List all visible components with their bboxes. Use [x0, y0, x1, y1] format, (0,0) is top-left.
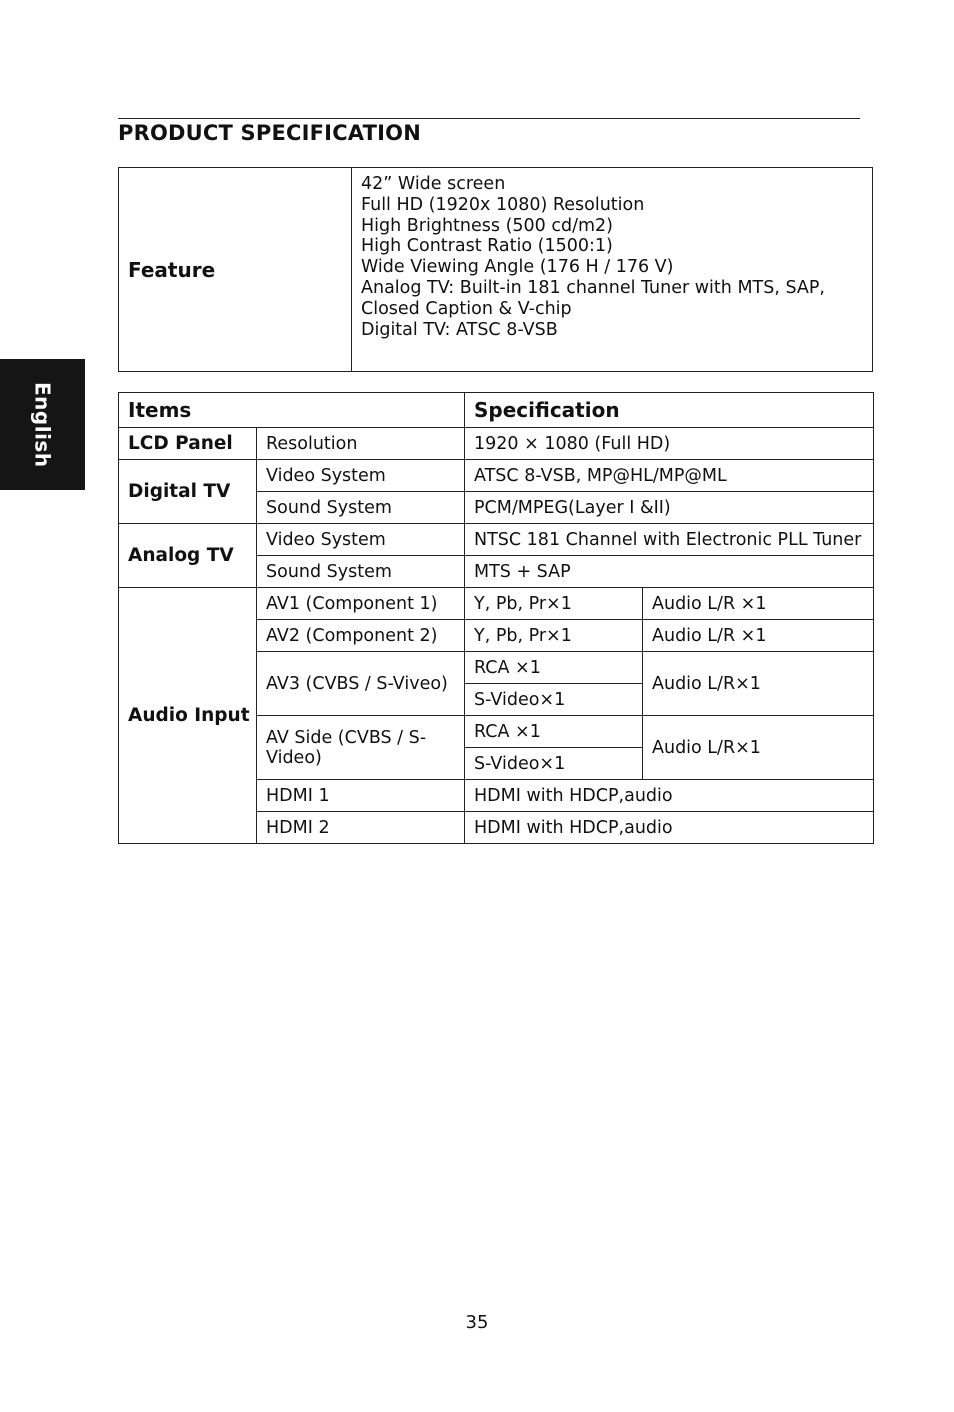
av3-audio: Audio L/R×1	[643, 652, 874, 716]
audio-input-group: Audio Input	[119, 588, 257, 844]
table-row	[119, 524, 874, 556]
spec-header-row	[119, 393, 874, 428]
avside-label: AV Side (CVBS / S-Video)	[257, 716, 465, 780]
analog-tv-group: Analog TV	[119, 524, 257, 588]
feature-line: High Brightness (500 cd/m2)	[361, 215, 613, 236]
hdmi2-label: HDMI 2	[257, 812, 465, 844]
language-side-tab	[0, 359, 85, 490]
page-number: 35	[465, 1312, 489, 1333]
table-row	[119, 588, 874, 620]
table-row	[119, 460, 874, 492]
avside-audio: Audio L/R×1	[643, 716, 874, 780]
resolution-label: Resolution	[257, 428, 465, 460]
feature-line: 42” Wide screen	[361, 174, 506, 194]
digital-tv-group: Digital TV	[119, 460, 257, 524]
feature-row	[119, 168, 873, 372]
top-rule	[118, 118, 860, 119]
feature-label: Feature	[119, 168, 352, 372]
side-tab-label: English	[30, 381, 55, 468]
av2-label: AV2 (Component 2)	[257, 620, 465, 652]
digital-video-value: ATSC 8-VSB, MP@HL/MP@ML	[465, 460, 874, 492]
avside-rca: RCA ×1	[465, 716, 643, 748]
feature-list	[352, 168, 873, 372]
hdmi1-label: HDMI 1	[257, 780, 465, 812]
av1-video: Y, Pb, Pr×1	[465, 588, 643, 620]
resolution-value: 1920 × 1080 (Full HD)	[465, 428, 874, 460]
analog-video-value: NTSC 181 Channel with Electronic PLL Tuner	[465, 524, 874, 556]
av3-rca: RCA ×1	[465, 652, 643, 684]
hdmi2-value: HDMI with HDCP,audio	[465, 812, 874, 844]
av2-video: Y, Pb, Pr×1	[465, 620, 643, 652]
analog-video-label: Video System	[257, 524, 465, 556]
av1-audio: Audio L/R ×1	[643, 588, 874, 620]
table-row	[119, 428, 874, 460]
feature-line: Analog TV: Built-in 181 channel Tuner with MTS, SAP, Closed Caption & V-chip	[361, 277, 825, 319]
digital-video-label: Video System	[257, 460, 465, 492]
lcd-panel-group: LCD Panel	[119, 428, 257, 460]
analog-sound-value: MTS + SAP	[465, 556, 874, 588]
items-header: Items	[119, 393, 465, 428]
av3-label: AV3 (CVBS / S-Viveo)	[257, 652, 465, 716]
avside-svideo: S-Video×1	[465, 748, 643, 780]
av1-label: AV1 (Component 1)	[257, 588, 465, 620]
feature-line: High Contrast Ratio (1500:1)	[361, 236, 613, 257]
page-title: PRODUCT SPECIFICATION	[118, 121, 421, 145]
feature-line: Wide Viewing Angle (176 H / 176 V)	[361, 257, 674, 278]
digital-sound-label: Sound System	[257, 492, 465, 524]
digital-sound-value: PCM/MPEG(Layer I &II)	[465, 492, 874, 524]
spec-table	[118, 392, 874, 844]
analog-sound-label: Sound System	[257, 556, 465, 588]
hdmi1-value: HDMI with HDCP,audio	[465, 780, 874, 812]
specification-header: Specification	[465, 393, 874, 428]
av3-svideo: S-Video×1	[465, 684, 643, 716]
feature-line: Full HD (1920x 1080) Resolution	[361, 194, 645, 215]
feature-line: Digital TV: ATSC 8-VSB	[361, 319, 558, 340]
av2-audio: Audio L/R ×1	[643, 620, 874, 652]
feature-table	[118, 167, 873, 372]
